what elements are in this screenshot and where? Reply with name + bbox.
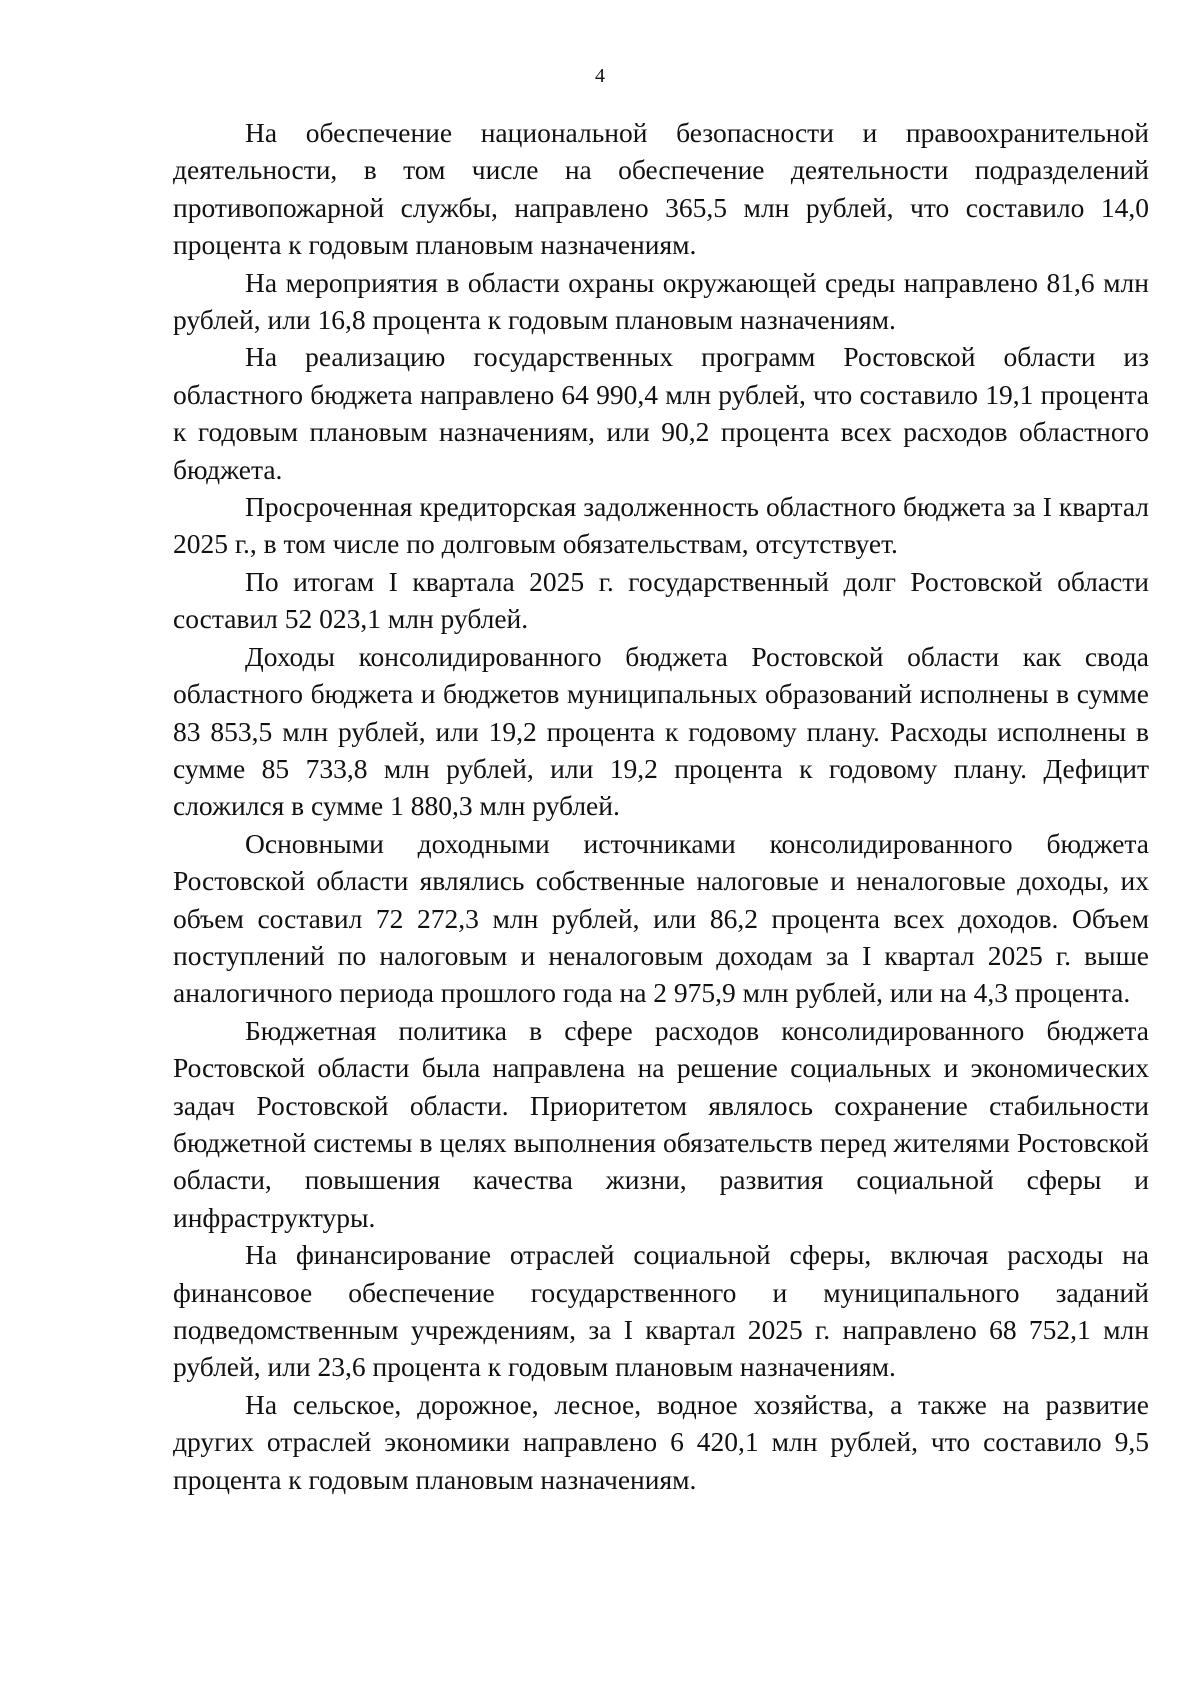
page-number: 4 — [595, 65, 605, 87]
paragraph-environment: На мероприятия в области охраны окружающей среды направлено 81,6 млн рублей, или 16,8 процента к годовым плановым назначениям. — [173, 266, 1149, 336]
document-body — [173, 114, 1149, 1498]
paragraph-revenue-sources: Основными доходными источниками консолидированного бюджета Ростовской области являлись собственные налоговые и неналоговые доходы, их объем составил 72 272,3 млн рублей, или 86,2 процента всех доходов. Объем поступлений по налоговым и неналоговым доходам за I квартал 2025 г. выше аналогичного периода прошлого года на 2 975,9 млн рублей, или на 4,3 процента. — [173, 827, 1149, 1009]
paragraph-state-programs: На реализацию государственных программ Ростовской области из областного бюджета направлено 64 990,4 млн рублей, что составило 19,1 процента к годовым плановым назначениям, или 90,2 процента всех расходов областного бюджета. — [173, 341, 1149, 485]
paragraph-overdue-debt: Просроченная кредиторская задолженность областного бюджета за I квартал 2025 г., в том числе по долговым обязательствам, отсутствует. — [173, 491, 1149, 560]
paragraph-economy-sectors: На сельское, дорожное, лесное, водное хозяйства, а также на развитие других отраслей экономики направлено 6 420,1 млн рублей, что составило 9,5 процента к годовым плановым назначениям. — [173, 1388, 1149, 1495]
paragraph-budget-policy: Бюджетная политика в сфере расходов консолидированного бюджета Ростовской области была направлена на решение социальных и экономических задач Ростовской области. Приоритетом являлось сохранение стабильности бюджетной системы в целях выполнения обязательств перед жителями Ростовской области, повышения качества жизни, развития социальной сферы и инфраструктуры. — [173, 1014, 1149, 1233]
paragraph-national-security: На обеспечение национальной безопасности и правоохранительной деятельности, в том числе на обеспечение деятельности подразделений противопожарной службы, направлено 365,5 млн рублей, что составило 14,0 процента к годовым плановым назначениям. — [173, 117, 1149, 261]
paragraph-consolidated-budget: Доходы консолидированного бюджета Ростовской области как свода областного бюджета и бюджетов муниципальных образований исполнены в сумме 83 853,5 млн рублей, или 19,2 процента к годовому плану. Расходы исполнены в сумме 85 733,8 млн рублей, или 19,2 процента к годовому плану. Дефицит сложился в сумме 1 880,3 млн рублей. — [173, 640, 1149, 822]
paragraph-social-sphere: На финансирование отраслей социальной сферы, включая расходы на финансовое обеспечение государственного и муниципального заданий подведомственным учреждениям, за I квартал 2025 г. направлено 68 752,1 млн рублей, или 23,6 процента к годовым плановым назначениям. — [173, 1239, 1149, 1383]
paragraph-state-debt: По итогам I квартала 2025 г. государственный долг Ростовской области составил 52 023,1 млн рублей. — [173, 565, 1149, 635]
